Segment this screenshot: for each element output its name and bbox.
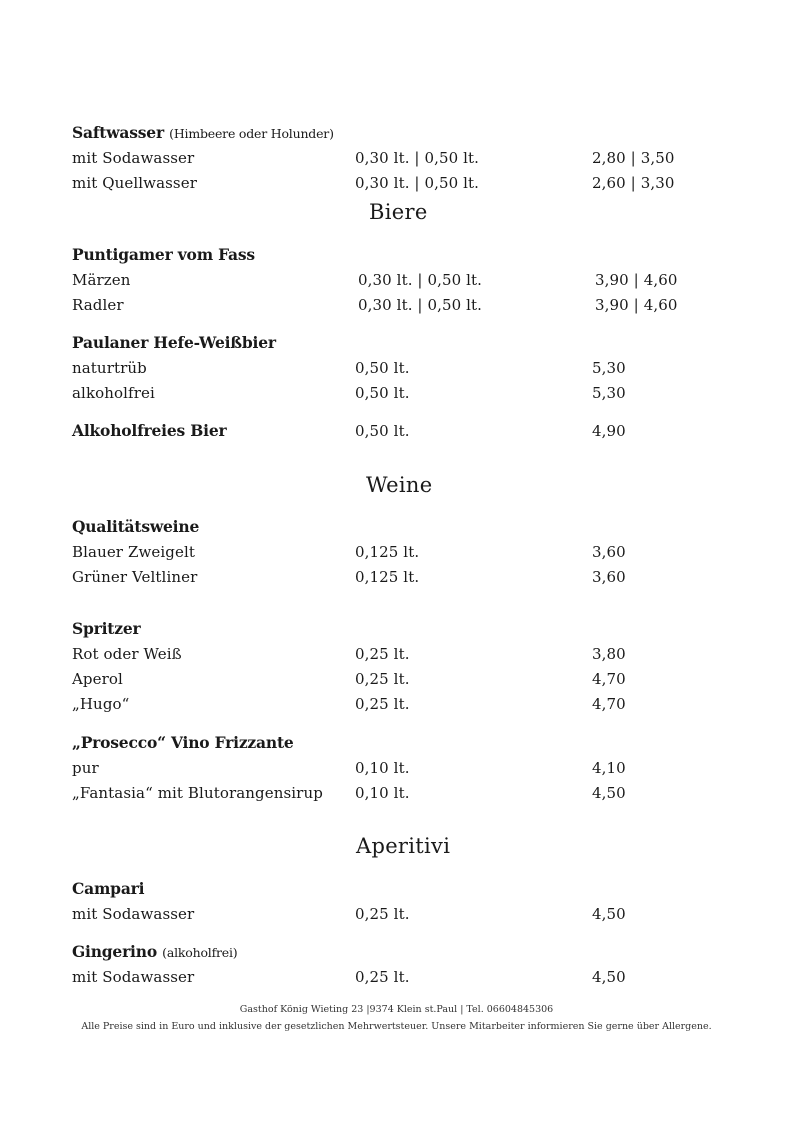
footer-notice: Alle Preise sind in Euro und inklusive der gesetzlichen Mehrwertsteuer. Unsere Mitarbeiter informieren Sie gerne über Allergene. bbox=[81, 1021, 712, 1032]
item-name: Radler bbox=[72, 296, 124, 314]
section-header-alkoholfreies-bier: Alkoholfreies Bier bbox=[72, 421, 227, 440]
item-price: 4,90 bbox=[592, 422, 626, 440]
section-header-prosecco: „Prosecco“ Vino Frizzante bbox=[72, 733, 294, 752]
item-price: 3,60 bbox=[592, 568, 626, 586]
header-note: (Himbeere oder Holunder) bbox=[169, 126, 334, 141]
item-name: „Hugo“ bbox=[72, 695, 130, 713]
item-size: 0,10 lt. bbox=[355, 759, 410, 777]
header-label: Gingerino bbox=[72, 942, 157, 961]
item-size: 0,30 lt. | 0,50 lt. bbox=[355, 149, 480, 167]
item-size: 0,25 lt. bbox=[355, 968, 410, 986]
section-header-spritzer: Spritzer bbox=[72, 619, 141, 638]
item-size: 0,125 lt. bbox=[355, 568, 420, 586]
item-size: 0,25 lt. bbox=[355, 670, 410, 688]
item-name: Blauer Zweigelt bbox=[72, 543, 195, 561]
item-size: 0,30 lt. | 0,50 lt. bbox=[358, 296, 483, 314]
item-price: 3,80 bbox=[592, 645, 626, 663]
item-price: 4,50 bbox=[592, 905, 626, 923]
section-header-campari: Campari bbox=[72, 879, 145, 898]
item-name: pur bbox=[72, 759, 99, 777]
item-size: 0,50 lt. bbox=[355, 384, 410, 402]
item-name: alkoholfrei bbox=[72, 384, 155, 402]
item-name: mit Sodawasser bbox=[72, 149, 195, 167]
item-name: „Fantasia“ mit Blutorangensirup bbox=[72, 784, 323, 802]
item-name: Grüner Veltliner bbox=[72, 568, 198, 586]
item-size: 0,30 lt. | 0,50 lt. bbox=[355, 174, 480, 192]
item-price: 3,90 | 4,60 bbox=[595, 271, 678, 289]
item-size: 0,50 lt. bbox=[355, 359, 410, 377]
item-price: 4,50 bbox=[592, 968, 626, 986]
item-price: 5,30 bbox=[592, 359, 626, 377]
item-price: 4,50 bbox=[592, 784, 626, 802]
item-name: Rot oder Weiß bbox=[72, 645, 182, 663]
section-header-puntigamer: Puntigamer vom Fass bbox=[72, 245, 255, 264]
section-header-paulaner: Paulaner Hefe-Weißbier bbox=[72, 333, 276, 352]
item-price: 3,90 | 4,60 bbox=[595, 296, 678, 314]
item-price: 4,10 bbox=[592, 759, 626, 777]
item-price: 4,70 bbox=[592, 695, 626, 713]
item-name: mit Sodawasser bbox=[72, 905, 195, 923]
item-size: 0,30 lt. | 0,50 lt. bbox=[358, 271, 483, 289]
item-name: mit Sodawasser bbox=[72, 968, 195, 986]
footer-address: Gasthof König Wieting 23 |9374 Klein st.Paul | Tel. 06604845306 bbox=[239, 1004, 554, 1015]
header-label: Saftwasser bbox=[72, 123, 164, 142]
item-size: 0,25 lt. bbox=[355, 645, 410, 663]
section-header-saftwasser bbox=[72, 123, 334, 142]
section-title-aperitivi: Aperitivi bbox=[356, 834, 451, 858]
section-header-gingerino bbox=[72, 942, 237, 961]
item-price: 2,80 | 3,50 bbox=[592, 149, 675, 167]
item-price: 5,30 bbox=[592, 384, 626, 402]
item-size: 0,50 lt. bbox=[355, 422, 410, 440]
item-name: mit Quellwasser bbox=[72, 174, 197, 192]
item-name: Märzen bbox=[72, 271, 131, 289]
item-name: Aperol bbox=[72, 670, 123, 688]
item-price: 4,70 bbox=[592, 670, 626, 688]
header-note: (alkoholfrei) bbox=[162, 945, 238, 960]
item-size: 0,25 lt. bbox=[355, 695, 410, 713]
section-header-qualitaetsweine: Qualitätsweine bbox=[72, 517, 200, 536]
section-title-biere: Biere bbox=[369, 200, 428, 224]
section-title-weine: Weine bbox=[366, 473, 433, 497]
item-size: 0,10 lt. bbox=[355, 784, 410, 802]
item-price: 2,60 | 3,30 bbox=[592, 174, 675, 192]
item-price: 3,60 bbox=[592, 543, 626, 561]
item-name: naturtrüb bbox=[72, 359, 147, 377]
item-size: 0,125 lt. bbox=[355, 543, 420, 561]
item-size: 0,25 lt. bbox=[355, 905, 410, 923]
